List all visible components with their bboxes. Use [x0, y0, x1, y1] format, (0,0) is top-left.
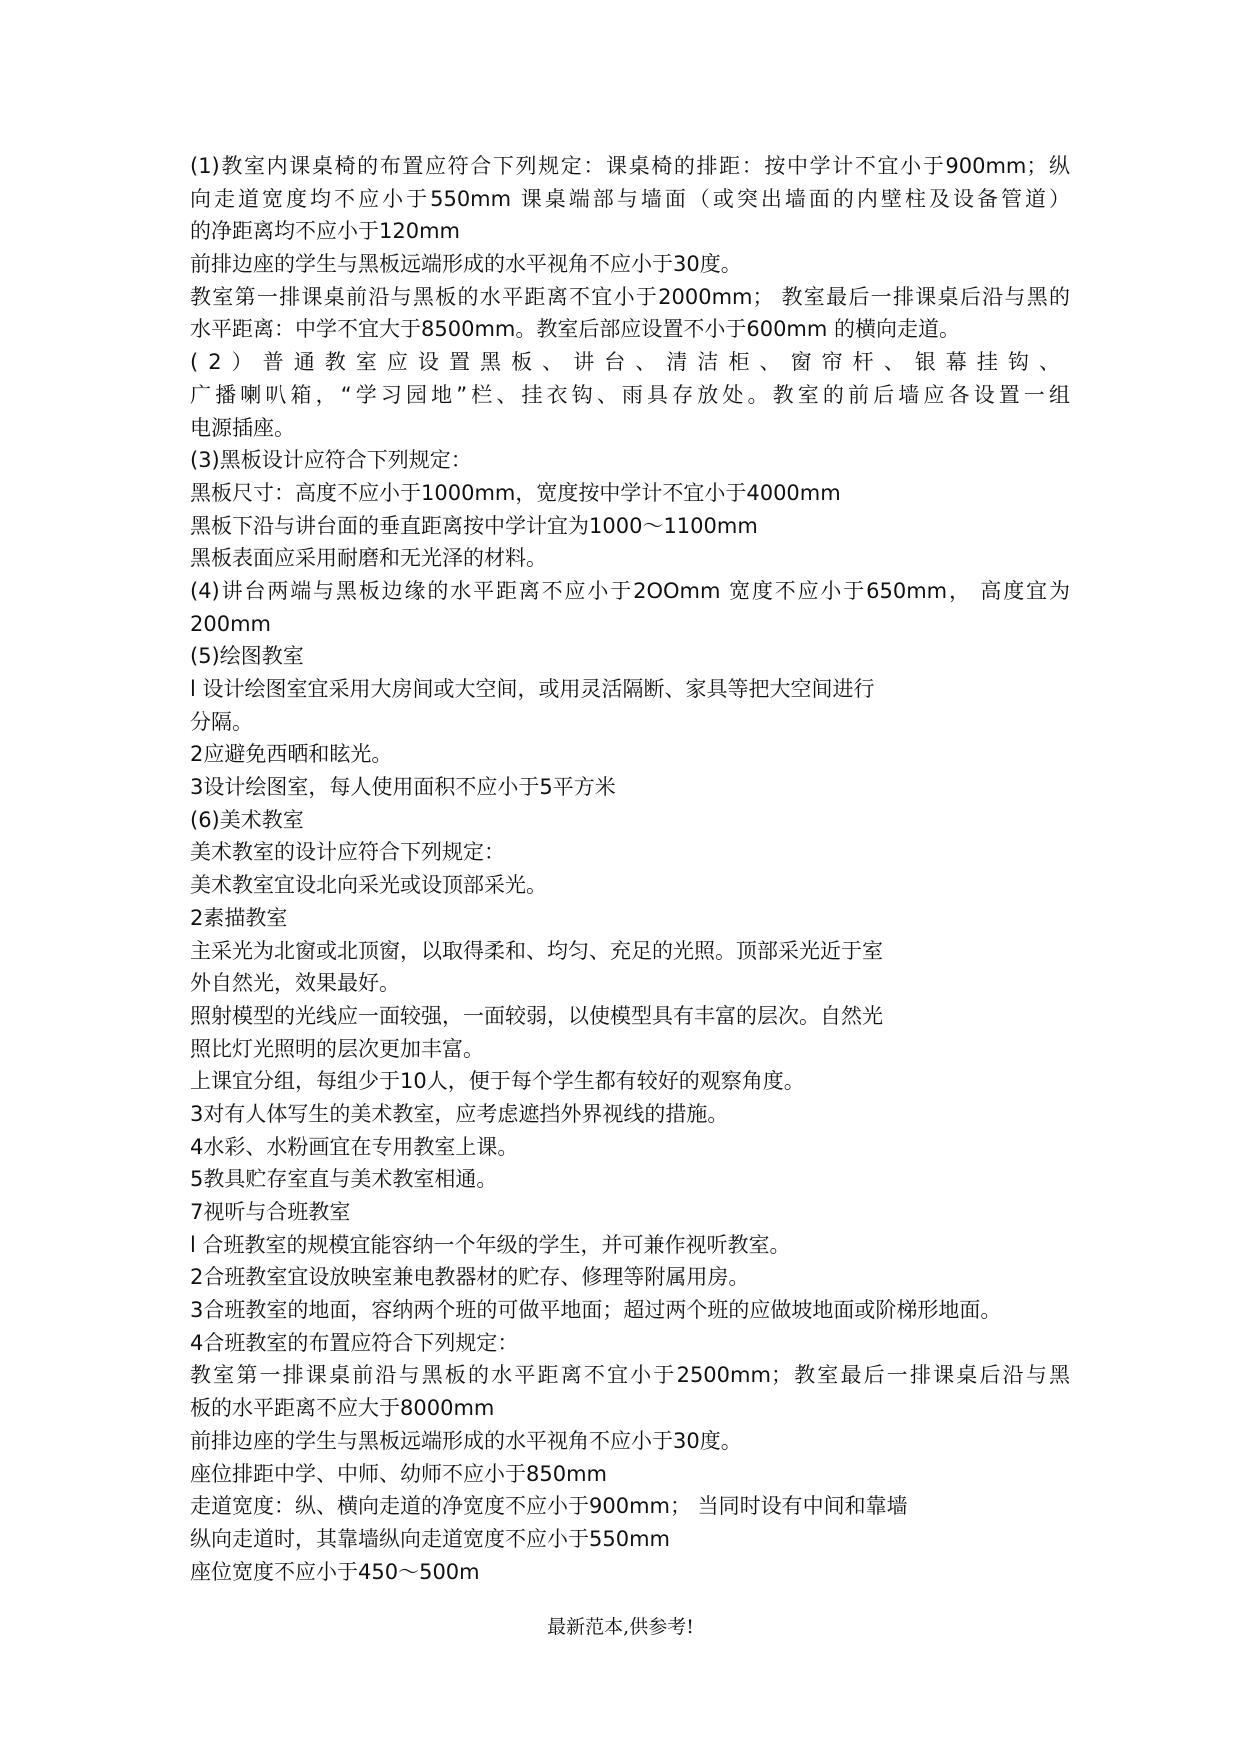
text-line: 座位排距中学、中师、幼师不应小于850mm: [190, 1461, 607, 1486]
text-line: 3设计绘图室，每人使用面积不应小于5平方米: [190, 775, 616, 800]
text-line: 向走道宽度均不应小于550mm 课桌端部与墙面（或突出墙面的内壁柱及设备管道）: [190, 186, 1070, 211]
text-line: 电源插座。: [190, 415, 295, 440]
text-line: 纵向走道时，其靠墙纵向走道宽度不应小于550mm: [190, 1526, 670, 1551]
text-line: 7视听与合班教室: [190, 1200, 351, 1224]
text-line: (1)教室内课桌椅的布置应符合下列规定：课桌椅的排距：按中学计不宜小于900mm；纵: [190, 154, 1070, 178]
text-line: 外自然光，效果最好。: [190, 971, 400, 996]
text-line: (5)绘图教室: [190, 644, 304, 669]
text-line: 教室第一排课桌前沿与黑板的水平距离不宜小于2000mm； 教室最后一排课桌后沿与黑的: [190, 284, 1070, 309]
text-line: (4)讲台两端与黑板边缘的水平距离不应小于2OOmm 宽度不应小于650mm， 高度宜为: [190, 578, 1070, 603]
text-line: 广播喇叭箱，“学习园地”栏、挂衣钩、雨具存放处。教室的前后墙应各设置一组: [190, 382, 1070, 407]
text-line: (2）普通教室应设置黑板、讲台、清洁柜、窗帘杆、银幕挂钩、: [190, 350, 1070, 375]
text-line: 2合班教室宜设放映室兼电教器材的贮存、修理等附属用房。: [190, 1265, 750, 1290]
text-line: 前排边座的学生与黑板远端形成的水平视角不应小于30度。: [190, 1428, 742, 1453]
text-line: 黑板表面应采用耐磨和无光泽的材料。: [190, 546, 547, 571]
text-line: 照比灯光照明的层次更加丰富。: [190, 1036, 484, 1061]
page-footer: 最新范本,供参考!: [547, 1616, 694, 1638]
text-line: 板的水平距离不应大于8000mm: [190, 1396, 495, 1421]
text-line: 水平距离：中学不宜大于8500mm。教室后部应设置不小于600mm 的横向走道。: [190, 317, 961, 342]
text-line: (3)黑板设计应符合下列规定：: [190, 448, 472, 473]
text-line: 主采光为北窗或北顶窗，以取得柔和、均匀、充足的光照。顶部采光近于室: [190, 938, 883, 963]
text-line: 黑板下沿与讲台面的垂直距离按中学计宜为1000～1100mm: [190, 513, 758, 538]
text-line: 照射模型的光线应一面较强，一面较弱，以使模型具有丰富的层次。自然光: [190, 1003, 883, 1028]
text-line: 2素描教室: [190, 905, 288, 930]
text-line: 黑板尺寸：高度不应小于1000mm，宽度按中学计不宜小于4000mm: [190, 480, 841, 505]
text-line: 前排边座的学生与黑板远端形成的水平视角不应小于30度。: [190, 252, 742, 277]
document-body: [190, 150, 1070, 1588]
text-line: (6)美术教室: [190, 807, 304, 832]
text-line: 座位宽度不应小于450～500m: [190, 1559, 480, 1584]
text-line: l 合班教室的规模宜能容纳一个年级的学生，并可兼作视听教室。: [190, 1232, 791, 1257]
text-line: 上课宜分组，每组少于10人，便于每个学生都有较好的观察角度。: [190, 1069, 805, 1094]
text-line: 美术教室宜设北向采光或设顶部采光。: [190, 873, 547, 898]
text-line: 走道宽度：纵、横向走道的净宽度不应小于900mm； 当同时设有中间和靠墙: [190, 1494, 908, 1519]
text-line: 4水彩、水粉画宜在专用教室上课。: [190, 1134, 519, 1159]
text-line: 分隔。: [190, 709, 253, 734]
text-line: 教室第一排课桌前沿与黑板的水平距离不宜小于2500mm；教室最后一排课桌后沿与黑: [190, 1363, 1070, 1388]
text-line: 200mm: [190, 611, 271, 636]
text-line: l 设计绘图室宜采用大房间或大空间，或用灵活隔断、家具等把大空间进行: [190, 677, 875, 701]
text-line: 3对有人体写生的美术教室，应考虑遮挡外界视线的措施。: [190, 1101, 729, 1126]
text-line: 的净距离均不应小于120mm: [190, 219, 460, 244]
text-line: 美术教室的设计应符合下列规定：: [190, 840, 505, 865]
text-line: 3合班教室的地面，容纳两个班的可做平地面；超过两个班的应做坡地面或阶梯形地面。: [190, 1298, 1002, 1323]
text-line: 2应避免西晒和眩光。: [190, 742, 393, 767]
text-line: 4合班教室的布置应符合下列规定：: [190, 1330, 519, 1355]
text-line: 5教具贮存室直与美术教室相通。: [190, 1167, 498, 1192]
